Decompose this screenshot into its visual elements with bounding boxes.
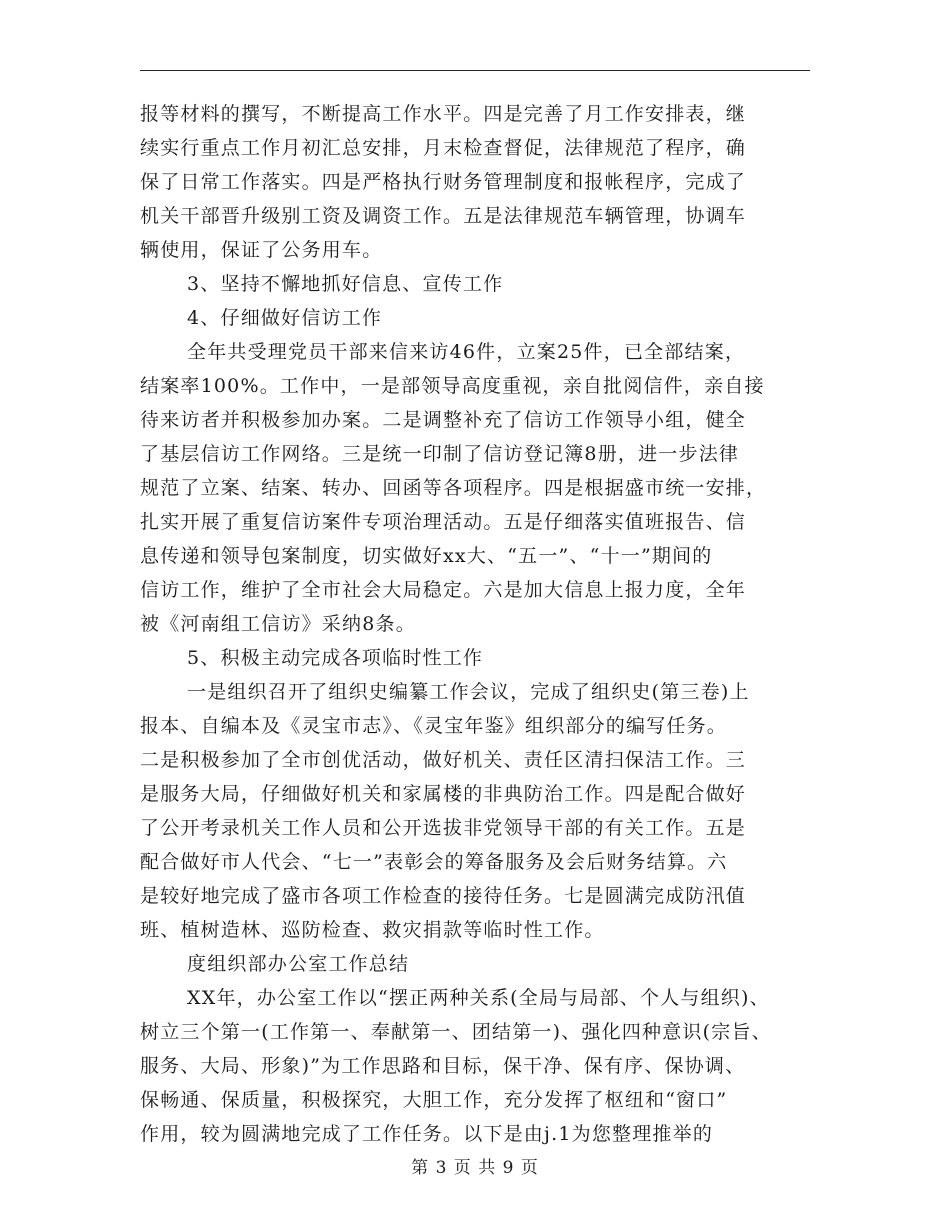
text-line: 报本、自编本及《灵宝市志》、《灵宝年鉴》组织部分的编写任务。	[140, 715, 728, 737]
text-line: 树立三个第一(工作第一、奉献第一、团结第一)、强化四种意识(宗旨、	[140, 1021, 772, 1043]
text-line: 报等材料的撰写，不断提高工作水平。四是完善了月工作安排表，继	[140, 103, 747, 125]
text-line: 3、坚持不懈地抓好信息、宣传工作	[187, 273, 504, 295]
text-line: 是服务大局，仔细做好机关和家属楼的非典防治工作。四是配合做好	[140, 783, 747, 805]
document-body	[140, 97, 820, 1151]
text-line: 被《河南组工信访》采纳8条。	[140, 613, 416, 635]
text-line: 4、仔细做好信访工作	[187, 307, 383, 329]
text-line: 息传递和领导包案制度，切实做好xx大、“五一”、“十一”期间的	[140, 545, 713, 567]
text-line: 班、植树造林、巡防检查、救灾捐款等临时性工作。	[140, 919, 605, 941]
text-line: 全年共受理党员干部来信来访46件，立案25件，已全部结案，	[187, 341, 746, 363]
text-line: 一是组织召开了组织史编纂工作会议，完成了组织史(第三卷)上	[187, 681, 750, 703]
text-line: 了基层信访工作网络。三是统一印制了信访登记簿8册，进一步法律	[140, 443, 740, 465]
text-line: 作用，较为圆满地完成了工作任务。以下是由j.1为您整理推举的	[140, 1123, 714, 1145]
header-rule	[140, 70, 810, 71]
text-line: 保了日常工作落实。四是严格执行财务管理制度和报帐程序，完成了	[140, 171, 747, 193]
text-line: 结案率100%。工作中，一是部领导高度重视，亲自批阅信件，亲自接	[140, 375, 765, 397]
text-line: 二是积极参加了全市创优活动，做好机关、责任区清扫保洁工作。三	[140, 749, 747, 771]
text-line: 了公开考录机关工作人员和公开选拔非党领导干部的有关工作。五是	[140, 817, 747, 839]
text-line: 保畅通、保质量，积极探究，大胆工作，充分发挥了枢纽和“窗口”	[140, 1089, 728, 1111]
text-line: 5、积极主动完成各项临时性工作	[187, 647, 484, 669]
text-line: 服务、大局、形象)”为工作思路和目标，保干净、保有序、保协调、	[140, 1055, 746, 1077]
text-line: 信访工作，维护了全市社会大局稳定。六是加大信息上报力度，全年	[140, 579, 747, 601]
text-line: XX年，办公室工作以“摆正两种关系(全局与局部、个人与组织)、	[187, 987, 770, 1009]
text-line: 是较好地完成了盛市各项工作检查的接待任务。七是圆满完成防汛值	[140, 885, 747, 907]
text-line: 辆使用，保证了公务用车。	[140, 239, 383, 261]
text-line: 机关干部晋升级别工资及调资工作。五是法律规范车辆管理，协调车	[140, 205, 747, 227]
text-line: 扎实开展了重复信访案件专项治理活动。五是仔细落实值班报告、信	[140, 511, 747, 533]
text-line: 规范了立案、结案、转办、回函等各项程序。四是根据盛市统一安排，	[140, 477, 767, 499]
page-number: 第 3 页 共 9 页	[411, 1158, 539, 1178]
text-line: 度组织部办公室工作总结	[187, 953, 410, 975]
text-line: 配合做好市人代会、“七一”表彰会的筹备服务及会后财务结算。六	[140, 851, 728, 873]
text-line: 续实行重点工作月初汇总安排，月末检查督促，法律规范了程序，确	[140, 137, 747, 159]
text-line: 待来访者并积极参加办案。二是调整补充了信访工作领导小组，健全	[140, 409, 747, 431]
